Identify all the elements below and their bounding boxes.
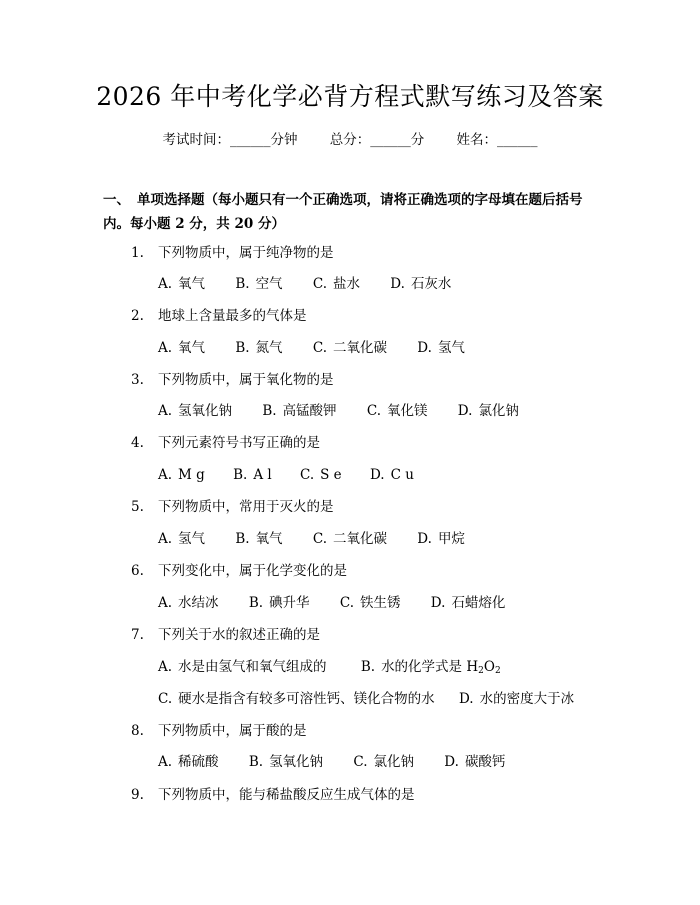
option-b: B. 水的化学式是 $H_2O_2$ <box>360 659 501 676</box>
option-a: A. 氧气 <box>158 276 206 292</box>
section-heading-text: 单项选择题（每小题只有一个正确选项，请将正确选项的字母填在题后括号内。每小题 2 分，共 20 分） <box>103 192 583 232</box>
question-stem: 下列元素符号书写正确的是 <box>158 435 320 451</box>
question-8 <box>131 721 307 741</box>
option-a: A. 稀硫酸 <box>158 754 219 770</box>
option-c: C. 氯化钠 <box>353 754 414 770</box>
question-stem: 下列物质中，属于纯净物的是 <box>158 245 334 261</box>
option-a: A. 氢氧化钠 <box>158 403 233 419</box>
question-stem: 下列物质中，常用于灭火的是 <box>158 499 334 515</box>
option-c: C. S e <box>299 467 342 483</box>
question-stem: 下列变化中，属于化学变化的是 <box>158 563 347 579</box>
option-a: A. 水是由氢气和氧气组成的 <box>158 659 327 675</box>
option-c: C. 盐水 <box>312 276 360 292</box>
option-d: D. 石灰水 <box>390 276 452 292</box>
question-number: 5. <box>131 499 144 515</box>
question-stem: 地球上含量最多的气体是 <box>158 308 307 324</box>
question-stem: 下列物质中，属于氧化物的是 <box>158 372 334 388</box>
page-title: 2026 年中考化学必背方程式默写练习及答案 <box>96 82 604 111</box>
option-c: C. 铁生锈 <box>339 595 401 611</box>
question-2-options <box>158 338 491 358</box>
option-c: C. 氧化镁 <box>366 403 428 419</box>
question-5-options <box>158 529 491 549</box>
option-b: B. 高锰酸钾 <box>262 403 337 419</box>
section-heading <box>103 188 603 236</box>
option-d: D. 石蜡熔化 <box>430 595 506 611</box>
question-7-options-row-1 <box>158 657 527 681</box>
question-4 <box>131 433 320 453</box>
option-d: D. 氯化钠 <box>457 403 519 419</box>
question-number: 2. <box>131 308 144 324</box>
option-c: C. 二氧化碳 <box>312 531 387 547</box>
question-6-options <box>158 593 531 613</box>
option-a: A. 氢气 <box>158 531 206 547</box>
option-d: D. 甲烷 <box>417 531 465 547</box>
option-c: C. 二氧化碳 <box>312 340 387 356</box>
question-number: 8. <box>131 723 144 739</box>
question-7 <box>131 625 320 645</box>
question-4-options <box>158 465 438 485</box>
question-2 <box>131 306 307 326</box>
option-b: B. 氢氧化钠 <box>248 754 324 770</box>
question-8-options <box>158 752 531 772</box>
option-d: D. 水的密度大于冰 <box>458 691 575 707</box>
option-b: B. 碘升华 <box>248 595 310 611</box>
question-1-options <box>158 274 477 294</box>
question-number: 7. <box>131 627 144 643</box>
question-number: 4. <box>131 435 144 451</box>
question-stem: 下列关于水的叙述正确的是 <box>158 627 320 643</box>
option-a: A. 水结冰 <box>158 595 219 611</box>
question-1 <box>131 243 334 263</box>
question-6 <box>131 561 347 581</box>
question-5 <box>131 497 334 517</box>
exam-time-field: 考试时间：______分钟 <box>162 132 298 148</box>
option-b: B. A l <box>233 467 272 483</box>
question-7-options-row-2 <box>158 689 574 709</box>
question-number: 3. <box>131 372 144 388</box>
option-c: C. 硬水是指含有较多可溶性钙、镁化合物的水 <box>158 691 435 707</box>
question-number: 6. <box>131 563 144 579</box>
question-number: 9. <box>131 787 144 803</box>
question-9 <box>131 785 415 805</box>
student-name-field: 姓名：______ <box>456 132 538 148</box>
section-number: 一、 <box>103 192 130 208</box>
question-stem: 下列物质中，能与稀盐酸反应生成气体的是 <box>158 787 415 803</box>
question-3-options <box>158 401 545 421</box>
exam-meta <box>0 130 700 150</box>
option-d: D. 碳酸钙 <box>444 754 506 770</box>
question-number: 1. <box>131 245 144 261</box>
question-3 <box>131 370 334 390</box>
option-d: D. 氢气 <box>417 340 465 356</box>
total-score-field: 总分：______分 <box>329 132 425 148</box>
option-b: B. 氮气 <box>235 340 283 356</box>
option-d: D. C u <box>369 467 414 483</box>
option-a: A. M g <box>158 467 205 483</box>
option-b: B. 空气 <box>235 276 283 292</box>
option-a: A. 氧气 <box>158 340 206 356</box>
question-stem: 下列物质中，属于酸的是 <box>158 723 307 739</box>
option-b: B. 氧气 <box>235 531 283 547</box>
